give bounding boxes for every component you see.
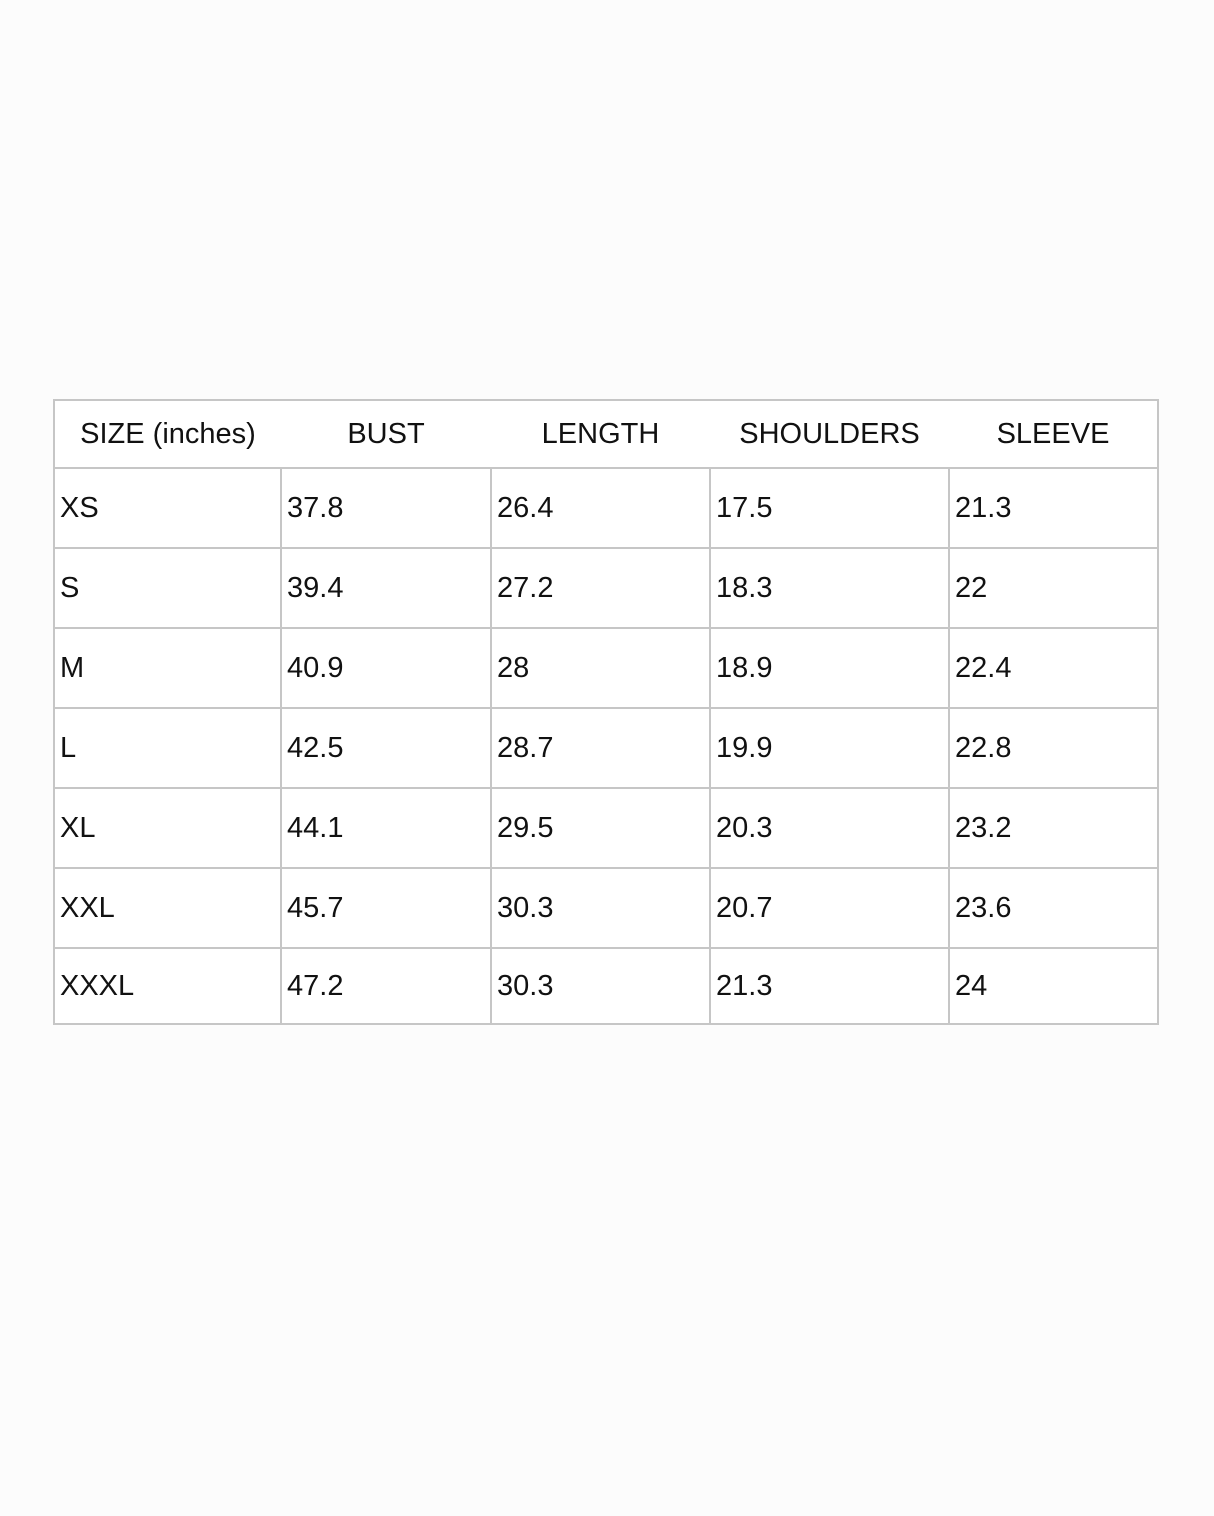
cell-length: 27.2 xyxy=(491,548,710,628)
cell-sleeve: 23.2 xyxy=(949,788,1158,868)
cell-size: S xyxy=(54,548,281,628)
cell-bust: 37.8 xyxy=(281,468,491,548)
cell-size: XS xyxy=(54,468,281,548)
cell-length: 30.3 xyxy=(491,948,710,1024)
cell-shoulders: 20.3 xyxy=(710,788,949,868)
table-row xyxy=(54,468,1158,548)
table-row xyxy=(54,708,1158,788)
cell-length: 28 xyxy=(491,628,710,708)
table-row xyxy=(54,948,1158,1024)
cell-bust: 45.7 xyxy=(281,868,491,948)
cell-sleeve: 22.8 xyxy=(949,708,1158,788)
header-length: LENGTH xyxy=(491,400,710,468)
cell-length: 28.7 xyxy=(491,708,710,788)
cell-shoulders: 18.3 xyxy=(710,548,949,628)
cell-size: M xyxy=(54,628,281,708)
cell-size: L xyxy=(54,708,281,788)
cell-length: 26.4 xyxy=(491,468,710,548)
table-header xyxy=(54,400,1158,468)
table-row xyxy=(54,868,1158,948)
cell-shoulders: 19.9 xyxy=(710,708,949,788)
cell-bust: 47.2 xyxy=(281,948,491,1024)
cell-length: 29.5 xyxy=(491,788,710,868)
cell-sleeve: 22 xyxy=(949,548,1158,628)
cell-bust: 42.5 xyxy=(281,708,491,788)
table-row xyxy=(54,628,1158,708)
cell-bust: 40.9 xyxy=(281,628,491,708)
header-row xyxy=(54,400,1158,468)
table-row xyxy=(54,788,1158,868)
cell-length: 30.3 xyxy=(491,868,710,948)
cell-size: XXXL xyxy=(54,948,281,1024)
table-row xyxy=(54,548,1158,628)
cell-sleeve: 21.3 xyxy=(949,468,1158,548)
header-sleeve: SLEEVE xyxy=(949,400,1158,468)
header-size: SIZE (inches) xyxy=(54,400,281,468)
size-chart-table xyxy=(53,399,1159,1025)
cell-shoulders: 18.9 xyxy=(710,628,949,708)
cell-sleeve: 23.6 xyxy=(949,868,1158,948)
header-bust: BUST xyxy=(281,400,491,468)
cell-shoulders: 21.3 xyxy=(710,948,949,1024)
cell-shoulders: 17.5 xyxy=(710,468,949,548)
cell-shoulders: 20.7 xyxy=(710,868,949,948)
cell-bust: 39.4 xyxy=(281,548,491,628)
cell-bust: 44.1 xyxy=(281,788,491,868)
cell-sleeve: 24 xyxy=(949,948,1158,1024)
cell-size: XXL xyxy=(54,868,281,948)
table-body xyxy=(54,468,1158,1024)
cell-size: XL xyxy=(54,788,281,868)
cell-sleeve: 22.4 xyxy=(949,628,1158,708)
header-shoulders: SHOULDERS xyxy=(710,400,949,468)
